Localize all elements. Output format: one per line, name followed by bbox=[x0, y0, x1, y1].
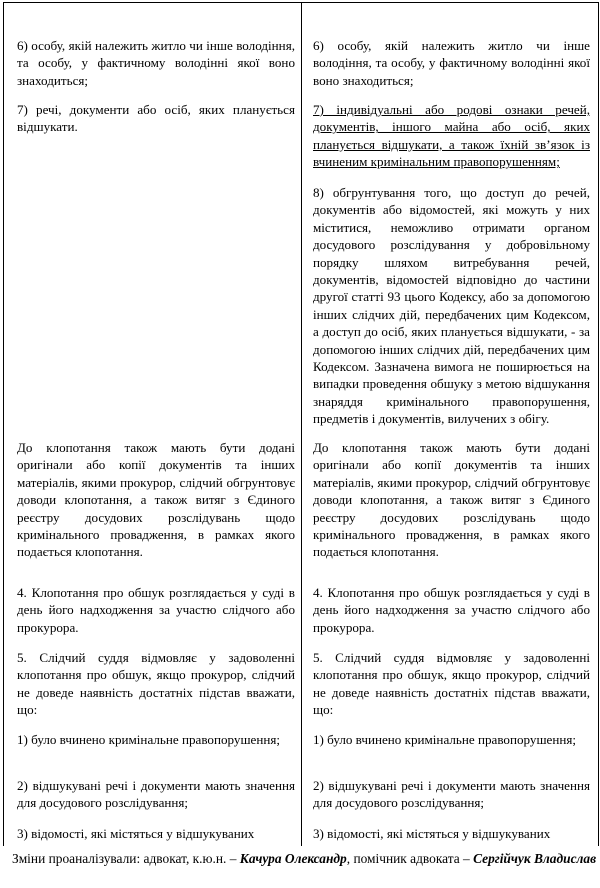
right-item-8: 8) обгрунтування того, що доступ до речей, документів або відомостей, які можуть у них міститися, неможливо отримати органом досудового розслідування у добровільному порядку шляхом витребування речей, документів, відомостей відповідно до частини другої статті 93 цього Кодексу, або за допомогою інших слідчих дій, передбачених цим Кодексом, а доступ до осіб, яких планується відшукати, - за допомогою інших слідчих дій, передбачених цим Кодексом. Зазначена вимога не поширюється на випадки проведення обшуку з метою відшукання знаряддя кримінального правопорушення, предметів і документів, вилучених з обігу. bbox=[313, 185, 590, 427]
analysis-footer bbox=[12, 850, 596, 868]
footer-middle: , помічник адвоката – bbox=[346, 851, 474, 866]
footer-author-1: Качура Олександр bbox=[239, 851, 347, 866]
right-point-5: 5. Слідчий суддя відмовляє у задоволенні клопотання про обшук, якщо прокурор, слідчий не доведе наявність достатніх підстав вважати, що: bbox=[313, 650, 590, 718]
left-subitem-3: 3) відомості, які містяться у відшукуваних bbox=[17, 826, 255, 841]
left-subitem-2: 2) відшукувані речі і документи мають значення для досудового розслідування; bbox=[17, 778, 295, 811]
right-subitem-1: 1) було вчинено кримінальне правопорушення; bbox=[313, 732, 577, 747]
left-point-5: 5. Слідчий суддя відмовляє у задоволенні клопотання про обшук, якщо прокурор, слідчий не доведе наявність достатніх підстав вважати, що: bbox=[17, 650, 295, 718]
left-item-7: 7) речі, документи або осіб, яких планується відшукати. bbox=[17, 102, 295, 135]
left-point-4: 4. Клопотання про обшук розглядається у суді в день його надходження за участю слідчого або прокурора. bbox=[17, 585, 295, 635]
right-item-7-amended: 7) індивідуальні або родові ознаки речей, документів, іншого майна або осіб, яких планується відшукати, а також їхній зв’язок із вчиненим кримінальним правопорушенням; bbox=[313, 102, 590, 170]
right-column-proposed-text bbox=[302, 3, 598, 846]
left-attachments-paragraph: До клопотання також мають бути додані оригінали або копії документів та інших матеріалів, якими прокурор, слідчий обгрунтовує доводи клопотання, а також витяг з Єдиного реєстру досудових розслідувань щодо кримінального провадження, в рамках якого подається клопотання. bbox=[17, 440, 295, 560]
footer-prefix: Зміни проаналізували: адвокат, к.ю.н. – bbox=[12, 851, 240, 866]
left-item-6: 6) особу, якій належить житло чи інше володіння, та особу, у фактичному володінні якої воно знаходиться; bbox=[17, 38, 295, 88]
right-subitem-3: 3) відомості, які містяться у відшукуваних bbox=[313, 826, 551, 841]
right-point-4: 4. Клопотання про обшук розглядається у суді в день його надходження за участю слідчого або прокурора. bbox=[313, 585, 590, 635]
right-attachments-paragraph: До клопотання також мають бути додані оригінали або копії документів та інших матеріалів, якими прокурор, слідчий обгрунтовує доводи клопотання, а також витяг з Єдиного реєстру досудових розслідувань щодо кримінального провадження, в рамках якого подається клопотання. bbox=[313, 440, 590, 560]
right-subitem-2: 2) відшукувані речі і документи мають значення для досудового розслідування; bbox=[313, 778, 590, 811]
right-item-6: 6) особу, якій належить житло чи інше володіння, та особу, у фактичному володінні якої воно знаходиться; bbox=[313, 38, 590, 88]
comparison-table bbox=[3, 2, 599, 846]
left-subitem-1: 1) було вчинено кримінальне правопорушення; bbox=[17, 732, 281, 747]
left-column-current-text bbox=[4, 3, 302, 846]
footer-author-2: Сергійчук Владислав bbox=[473, 851, 597, 866]
